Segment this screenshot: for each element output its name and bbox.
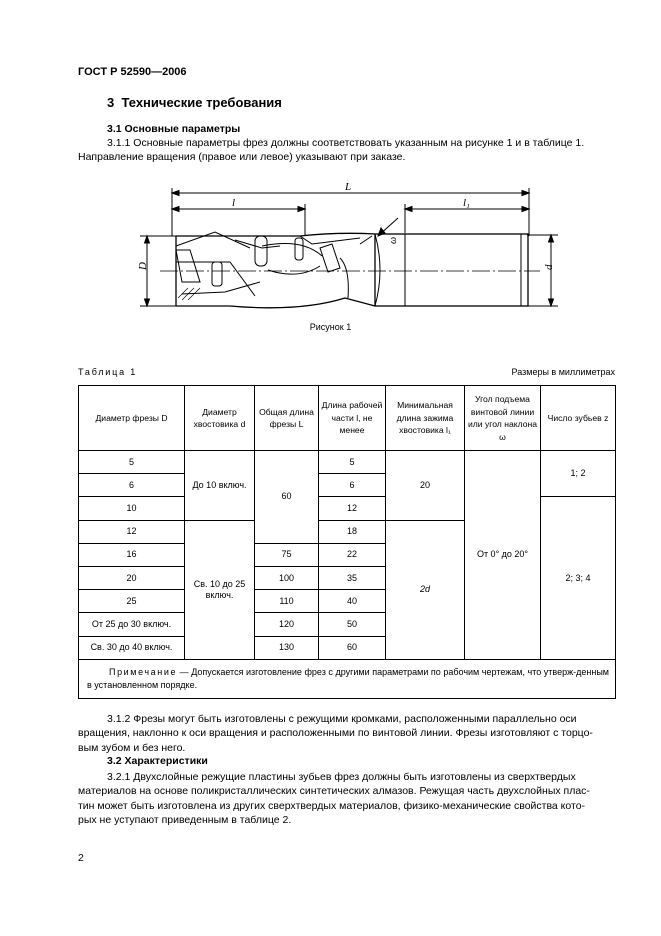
cell-l: 6 (319, 474, 386, 497)
cell-l1: 2d (386, 520, 465, 659)
header-diameter-D: Диаметр фрезы D (79, 386, 185, 451)
label-D: D (137, 262, 149, 270)
cell-z: 2; 3; 4 (541, 497, 616, 659)
paragraph-line: вращения, наклонно к оси вращения и расположенными по винтовой линии. Фрезы изготовляют с торцо- (78, 727, 593, 740)
table-1 (78, 385, 616, 699)
paragraph-line: рых не уступают приведенным в таблице 2. (78, 813, 292, 826)
label-l: l (232, 197, 236, 209)
table-note (79, 659, 616, 698)
label-l1: l₁ (463, 197, 470, 209)
cell-l: 18 (319, 520, 386, 543)
cutting-insert-3 (212, 262, 222, 286)
cell-l: 12 (319, 497, 386, 520)
cell-D: 6 (79, 474, 185, 497)
cell-D: Св. 30 до 40 включ. (79, 636, 185, 659)
cell-l: 22 (319, 543, 386, 566)
cutting-insert-2 (295, 238, 303, 260)
cell-D: 16 (79, 543, 185, 566)
table-title: Таблица 1 (78, 367, 137, 377)
cell-D: 10 (79, 497, 185, 520)
paragraph-3-1-2 (78, 712, 615, 755)
cell-d: Св. 10 до 25 включ. (185, 520, 255, 659)
cell-L: 60 (255, 451, 319, 544)
cell-l: 35 (319, 566, 386, 589)
paragraph-line: 3.2.1 Двухслойные режущие пластины зубьев фрез должны быть изготовлены из сверхтвердых (107, 771, 576, 783)
cell-omega: От 0° до 20° (465, 451, 541, 660)
table-units: Размеры в миллиметрах (511, 367, 615, 377)
subsection-heading-3-1: 3.1 Основные параметры (107, 123, 241, 135)
cutting-insert-4 (320, 244, 340, 272)
cell-L: 100 (255, 566, 319, 589)
header-helix-angle: Угол подъема винтовой линии или угол наклона ω (465, 386, 541, 451)
cell-D: 12 (79, 520, 185, 543)
subsection-heading-3-2: 3.2 Характеристики (107, 755, 208, 767)
cell-D: От 25 до 30 включ. (79, 613, 185, 636)
page-number: 2 (78, 852, 84, 864)
paragraph-line: материалов на основе поликристаллических синтетических алмазов. Режущая часть двухслойных плас- (78, 785, 590, 798)
header-clamp-length-l1: Минимальная длина зажима хвостовика l₁ (386, 386, 465, 451)
cell-d: До 10 включ. (185, 451, 255, 521)
cell-l: 60 (319, 636, 386, 659)
cell-D: 5 (79, 451, 185, 474)
paragraph-3-2-1 (78, 770, 615, 827)
cell-z: 1; 2 (541, 451, 616, 497)
cell-L: 130 (255, 636, 319, 659)
label-d: d (543, 264, 555, 270)
cell-L: 120 (255, 613, 319, 636)
figure-caption: Рисунок 1 (309, 322, 352, 332)
label-omega: ω (388, 236, 399, 244)
cell-l1: 20 (386, 451, 465, 521)
cell-l: 5 (319, 451, 386, 474)
neck-transition (375, 234, 380, 306)
cell-l: 40 (319, 590, 386, 613)
cell-D: 25 (79, 590, 185, 613)
flute-lines (176, 232, 372, 298)
body-outline (176, 233, 375, 307)
paragraph-line: 3.1.2 Фрезы могут быть изготовлены с режущими кромками, расположенными параллельно оси (107, 713, 577, 725)
cutting-insert-1 (255, 236, 267, 266)
section-title: Технические требования (121, 95, 282, 110)
table-row (79, 451, 616, 474)
header-shank-diameter-d: Диаметр хвостовика d (185, 386, 255, 451)
note-label: Примечание (109, 666, 178, 677)
paragraph-line: 3.1.1 Основные параметры фрез должны соответствовать указанным на рисунке 1 и в таблице 1. (107, 137, 585, 149)
cell-l: 50 (319, 613, 386, 636)
section-number: 3 (107, 95, 115, 110)
label-L: L (345, 181, 352, 193)
cell-L: 75 (255, 543, 319, 566)
table-note-row (79, 659, 616, 698)
document-id: ГОСТ Р 52590—2006 (78, 66, 187, 78)
angle-arrow (378, 228, 385, 236)
figure-1-drawing (0, 0, 661, 340)
table-header-row (79, 386, 616, 451)
cell-L: 110 (255, 590, 319, 613)
header-working-length-l: Длина рабочей части l, не менее (319, 386, 386, 451)
end-tooth (176, 250, 200, 282)
note-text: — Допускается изготовление фрез с другими параметрами по рабочим чертежам, что утверж-денным в установленном порядке. (87, 666, 609, 690)
cell-D: 20 (79, 566, 185, 589)
paragraph-line: Направление вращения (правое или левое) указывают при заказе. (78, 151, 406, 164)
header-total-length-L: Общая длина фрезы L (255, 386, 319, 451)
paragraph-line: тин может быть изготовлена из других сверхтвердых материалов, физико-механические свойства кото- (78, 799, 586, 812)
paragraph-line: вым зубом и без него. (78, 741, 186, 754)
header-teeth-count: Число зубьев z (541, 386, 616, 451)
